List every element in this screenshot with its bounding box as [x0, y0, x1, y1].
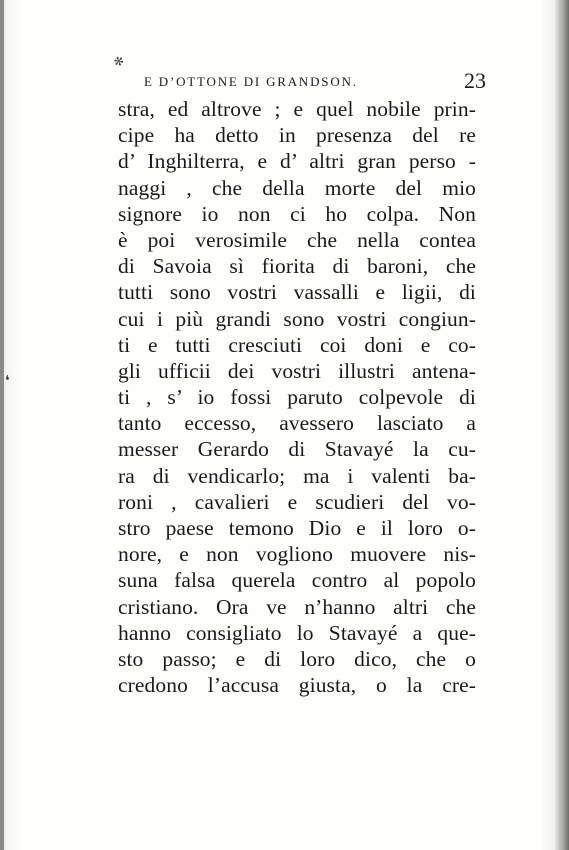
- body-text: [118, 96, 476, 698]
- text-line: nore, e non vogliono muovere nis-: [118, 542, 476, 567]
- text-line: gli ufficii dei vostri illustri antena-: [118, 358, 476, 383]
- text-line: signore io non ci ho colpa. Non: [118, 201, 476, 226]
- text-line: ra di vendicarlo; ma i valenti ba-: [118, 463, 476, 488]
- page-left-edge: [0, 0, 4, 850]
- text-line: tanto eccesso, avessero lasciato a: [118, 411, 476, 436]
- running-head-title: E D’OTTONE DI GRANDSON.: [144, 74, 358, 89]
- text-line: ti , s’ io fossi paruto colpevole di: [118, 385, 476, 410]
- page-right-edge: [555, 0, 569, 850]
- page-number: 23: [464, 68, 486, 93]
- text-line: sto passo; e di loro dico, che o: [118, 646, 476, 671]
- ink-smudge-icon: ✻: [111, 53, 126, 70]
- text-line: naggi , che della morte del mio: [118, 175, 476, 200]
- running-head: [144, 70, 486, 92]
- text-line: tutti sono vostri vassalli e ligii, di: [118, 280, 476, 305]
- text-line: cipe ha detto in presenza del re: [118, 123, 476, 148]
- text-line: stro paese temono Dio e il loro o-: [118, 516, 476, 540]
- text-line: è poi verosimile che nella contea: [118, 227, 476, 252]
- text-line: d’ Inghilterra, e d’ altri gran perso -: [118, 149, 476, 174]
- text-line: ti e tutti cresciuti coi doni e co-: [118, 332, 476, 357]
- text-line: cui i più grandi sono vostri congiun-: [118, 306, 476, 331]
- text-line: credono l’accusa giusta, o la cre-: [118, 673, 476, 698]
- text-line: di Savoia sì fiorita di baroni, che: [118, 254, 476, 279]
- text-line: roni , cavalieri e scudieri del vo-: [118, 489, 476, 514]
- margin-mark-icon: ❛: [5, 374, 10, 389]
- text-line: stra, ed altrove ; e quel nobile prin-: [118, 97, 476, 121]
- text-line: messer Gerardo di Stavayé la cu-: [118, 437, 476, 462]
- text-line: suna falsa querela contro al popolo: [118, 568, 476, 593]
- text-line: hanno consigliato lo Stavayé a que-: [118, 620, 476, 645]
- text-line: cristiano. Ora ve n’hanno altri che: [118, 594, 476, 619]
